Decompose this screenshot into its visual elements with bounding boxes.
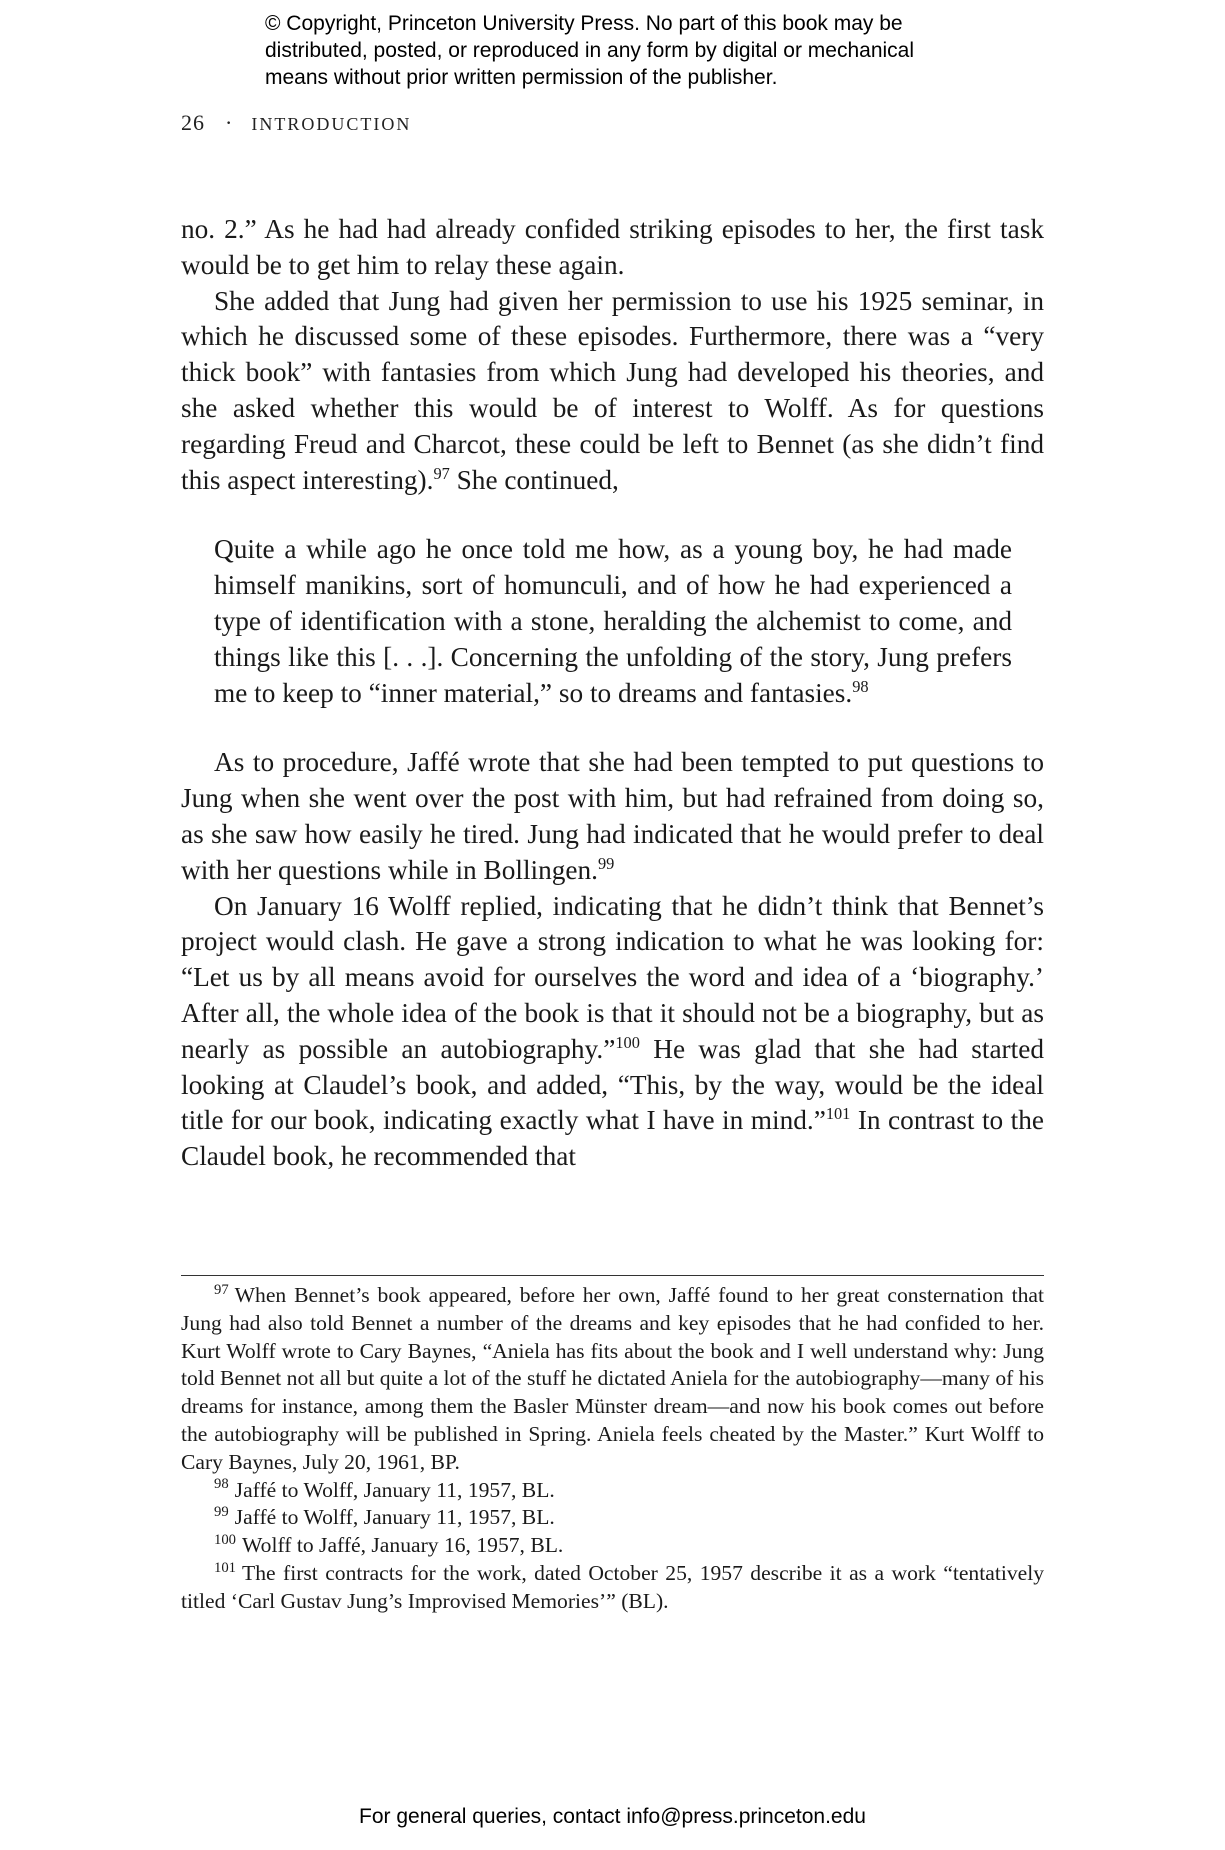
page-number: 26 xyxy=(181,110,205,135)
footnote xyxy=(181,1532,1044,1560)
footnote xyxy=(181,1560,1044,1616)
quote-text: Quite a while ago he once told me how, as a young boy, he had made himself manikins, sort of homunculi, and of how he had experienced a type of identification with a stone, heralding the alchemist to come, and things like this [. . .]. Concerning the unfolding of the story, Jung prefers me to keep to “inner material,” so to dreams and fantasies. xyxy=(214,534,1012,708)
footnotes xyxy=(181,1282,1044,1616)
main-text xyxy=(181,212,1044,1175)
footnote xyxy=(181,1282,1044,1477)
footnote-number: 97 xyxy=(214,1281,229,1298)
note-reference: 98 xyxy=(852,676,869,696)
footnote-number: 101 xyxy=(214,1559,237,1576)
paragraph xyxy=(181,284,1044,499)
running-head xyxy=(181,110,411,136)
running-head-separator: · xyxy=(225,110,234,135)
paragraph-text: As to procedure, Jaffé wrote that she had been tempted to put questions to Jung when she went over the post with him, but had refrained from doing so, as she saw how easily he tired. Jung had indicated that he would prefer to deal with her questions while in Bollingen. xyxy=(181,747,1044,885)
footnote-text: Wolff to Jaffé, January 16, 1957, BL. xyxy=(242,1533,564,1558)
footnote-number: 100 xyxy=(214,1531,237,1548)
footnote-number: 98 xyxy=(214,1476,229,1493)
footnote-text: The first contracts for the work, dated October 25, 1957 describe it as a work “tentatively titled ‘Carl Gustav Jung’s Improvised Memories’” (BL). xyxy=(181,1560,1044,1613)
copyright-line: © Copyright, Princeton University Press. No part of this book may be xyxy=(265,12,903,35)
paragraph-text: no. 2.” As he had had already confided striking episodes to her, the first task would be to get him to relay these again. xyxy=(181,214,1044,280)
paragraph xyxy=(181,212,1044,284)
section-title: INTRODUCTION xyxy=(251,114,412,134)
footer-contact: For general queries, contact info@press.princeton.edu xyxy=(359,1805,866,1828)
paragraph-text: She continued, xyxy=(449,464,619,495)
footnote xyxy=(181,1477,1044,1505)
note-reference: 100 xyxy=(615,1032,640,1052)
note-reference: 99 xyxy=(598,853,615,873)
footnote xyxy=(181,1504,1044,1532)
copyright-notice xyxy=(265,10,1005,91)
paragraph-text: He was glad that she had started looking at Claudel’s book, and added, “This, by the way, would be the ideal title for our book, indicating exactly what I have in mind.” xyxy=(181,1033,1044,1136)
note-reference: 101 xyxy=(825,1104,851,1124)
footnote-text: When Bennet’s book appeared, before her own, Jaffé found to her great consternation that Jung had also told Bennet a number of the dreams and key episodes that he had confided to her. Kurt Wolff wrote to Cary Baynes, “Aniela has fits about the book and I well understand why: Jung told Bennet not all but quite a lot of the stuff he dictated Aniela for the autobiography—many of his dreams for instance, among them the Basler Münster dream—and now his book comes out before the autobiography will be published in Spring. Aniela feels cheated by the Master.” Kurt Wolff to Cary Baynes, July 20, 1961, BP. xyxy=(181,1283,1044,1474)
paragraph xyxy=(181,889,1044,1175)
footnote-text: Jaffé to Wolff, January 11, 1957, BL. xyxy=(234,1505,555,1530)
note-reference: 97 xyxy=(433,463,450,483)
footnote-divider xyxy=(181,1275,1044,1276)
paragraph-text: On January 16 Wolff replied, indicating that he didn’t think that Bennet’s project would clash. He gave a strong indication to what he was looking for: “Let us by all means avoid for ourselves the word and idea of a ‘biography.’ After all, the whole idea of the book is that it should not be a biography, but as nearly as possible an autobiography.” xyxy=(181,890,1044,1064)
copyright-line: distributed, posted, or reproduced in any form by digital or mechanical xyxy=(265,39,915,62)
paragraph-text: In contrast to the Claudel book, he recommended that xyxy=(181,1105,1045,1172)
copyright-line: means without prior written permission of the publisher. xyxy=(265,66,778,89)
paragraph xyxy=(181,745,1044,888)
paragraph-text: She added that Jung had given her permission to use his 1925 seminar, in which he discussed some of these episodes. Furthermore, there was a “very thick book” with fantasies from which Jung had developed his theories, and she asked whether this would be of interest to Wolff. As for questions regarding Freud and Charcot, these could be left to Bennet (as she didn’t find this aspect interesting). xyxy=(181,285,1044,495)
block-quote xyxy=(214,532,1012,711)
footnote-text: Jaffé to Wolff, January 11, 1957, BL. xyxy=(234,1477,555,1502)
footnote-number: 99 xyxy=(214,1504,229,1521)
